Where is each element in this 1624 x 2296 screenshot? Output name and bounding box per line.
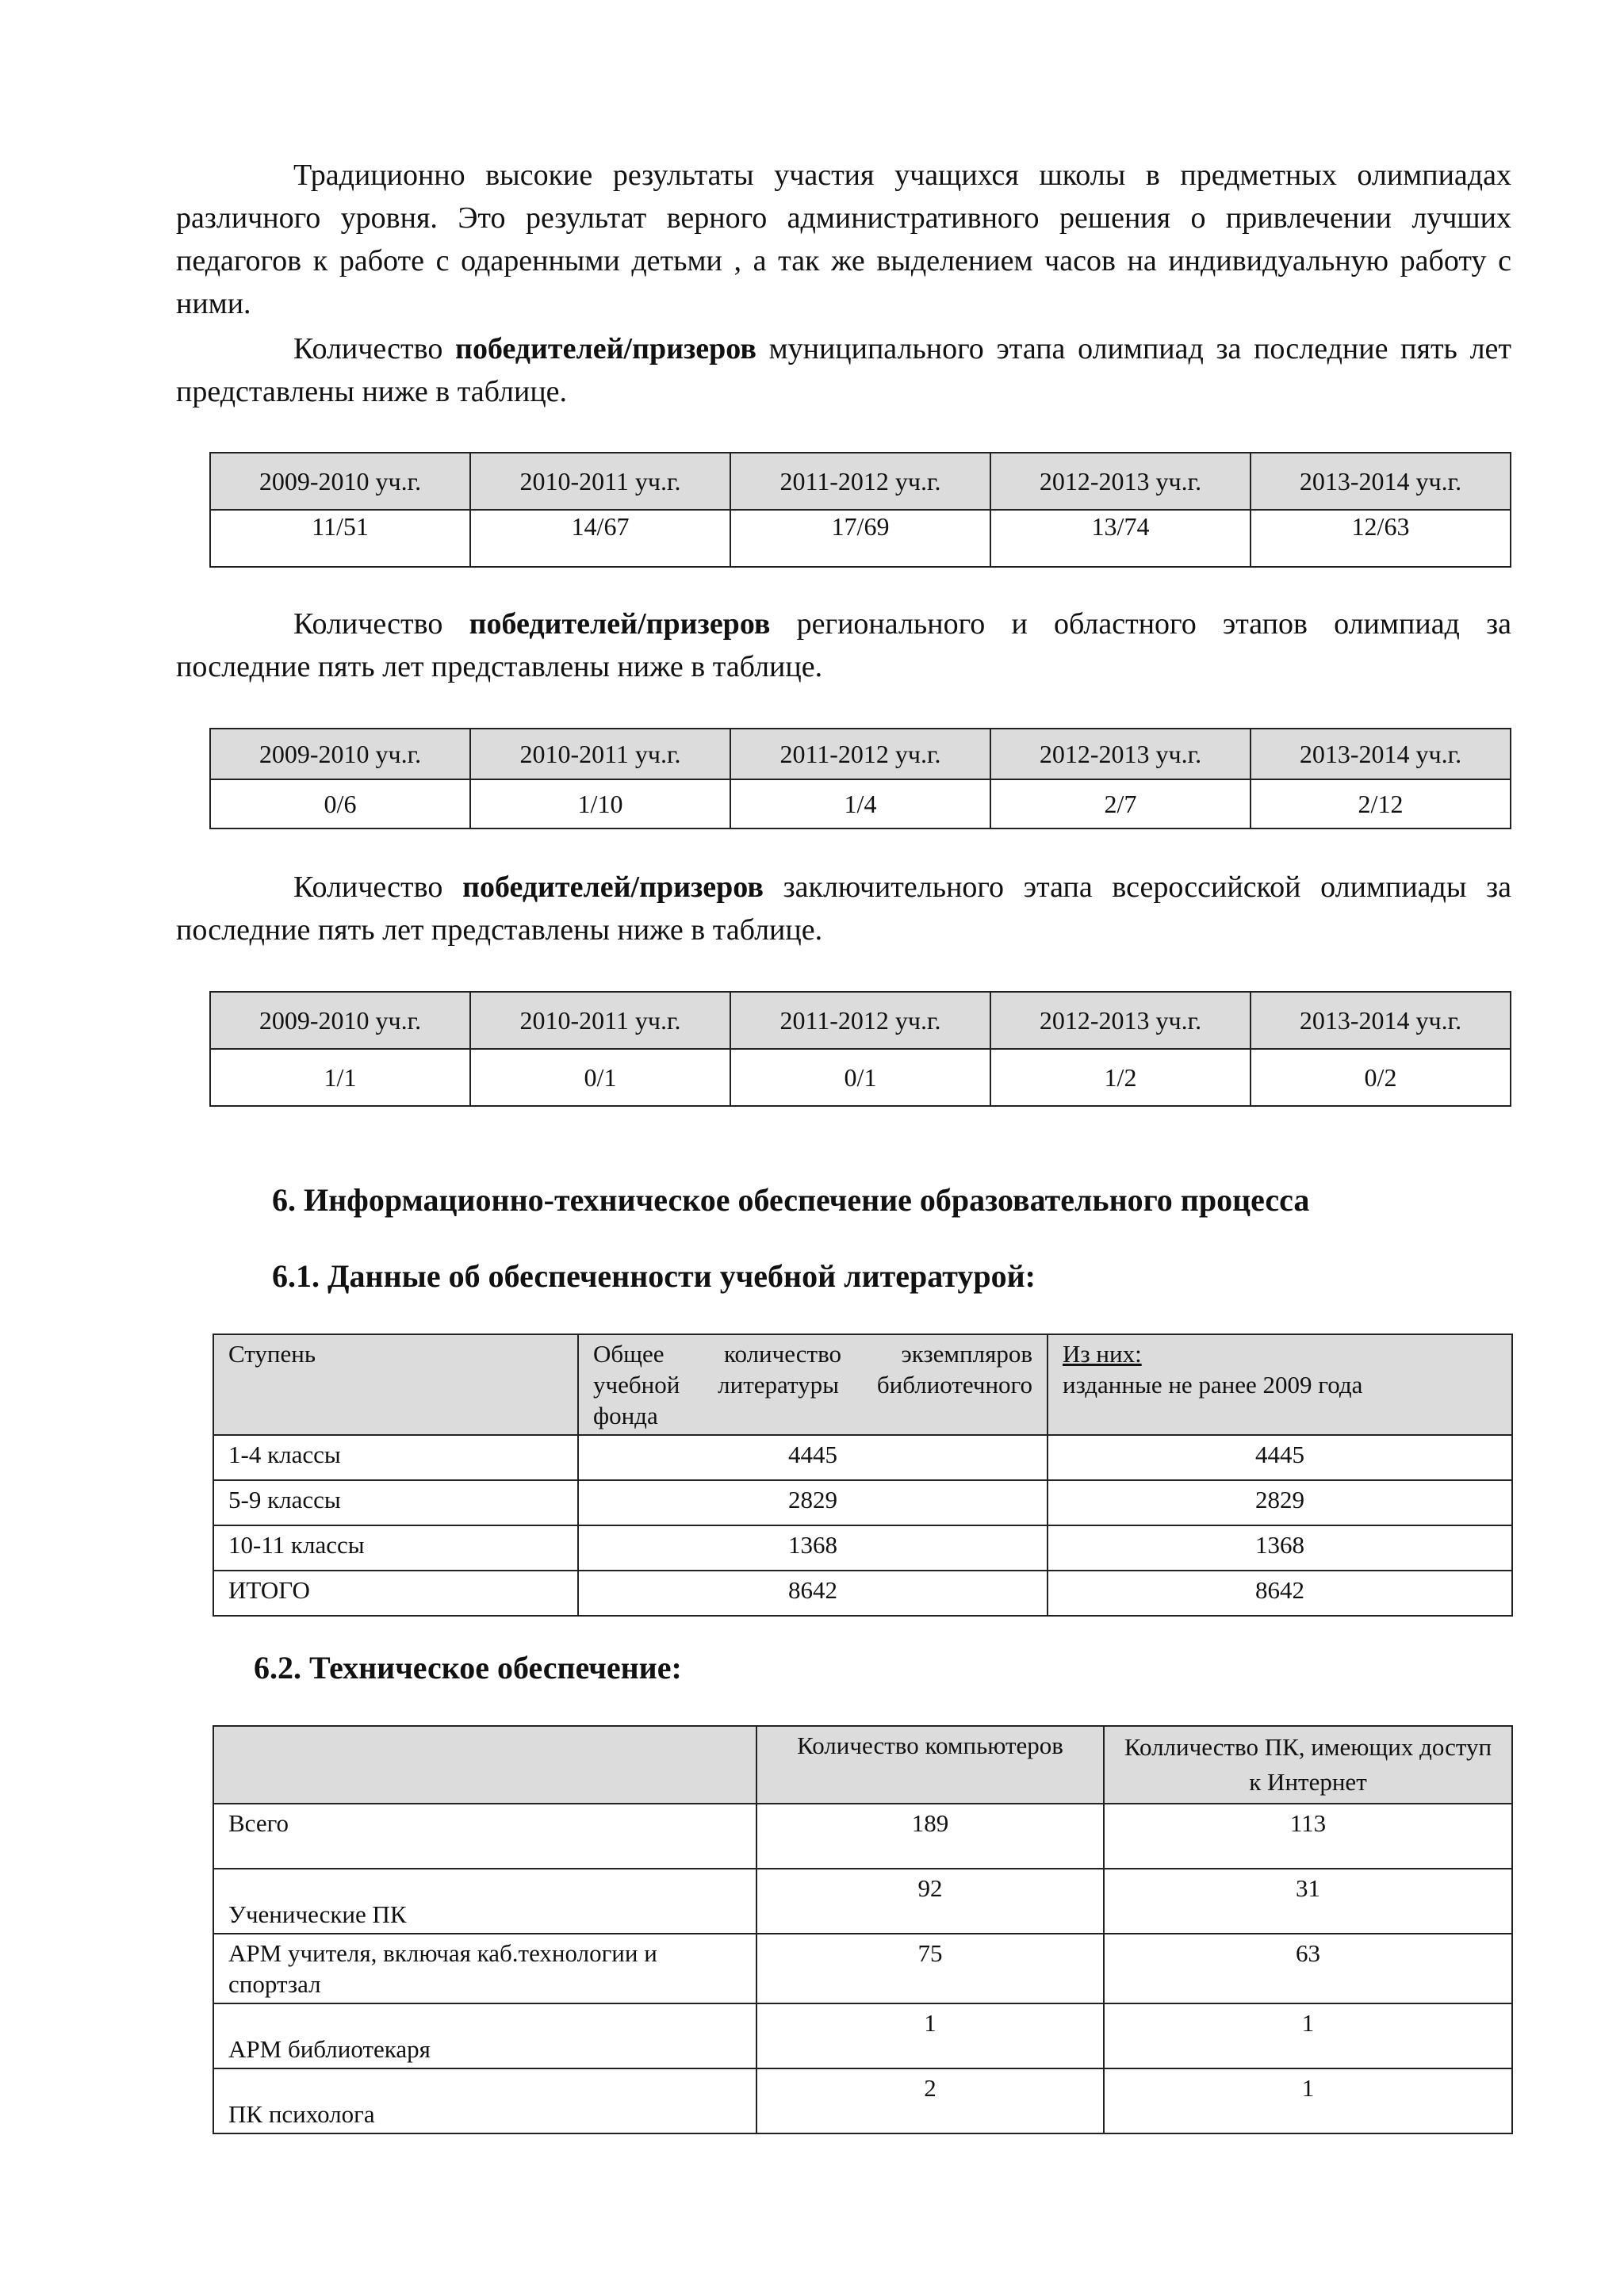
table-row xyxy=(213,2068,1512,2133)
computers-header: Количество компьютеров xyxy=(756,1726,1104,1804)
value-cell: 14/67 xyxy=(470,510,730,567)
value-cell: 2/12 xyxy=(1251,779,1511,828)
table-row xyxy=(213,1869,1512,1934)
level-cell: 10-11 классы xyxy=(213,1525,578,1571)
level-cell: ИТОГО xyxy=(213,1571,578,1616)
table-row xyxy=(213,2003,1512,2068)
section-6-2-title: 6.2. Техническое обеспечение: xyxy=(254,1650,682,1686)
value-cell: 0/1 xyxy=(470,1049,730,1106)
regional-table xyxy=(209,728,1511,829)
section-6-title: 6. Информационно-техническое обеспечение образовательного процесса xyxy=(272,1182,1310,1218)
final-table xyxy=(209,991,1511,1107)
table-row xyxy=(213,1480,1512,1525)
new-cell: 1368 xyxy=(1048,1525,1512,1571)
header-cell: 2009-2010 уч.г. xyxy=(210,992,470,1049)
value-cell: 1/1 xyxy=(210,1049,470,1106)
value-cell: 1/2 xyxy=(990,1049,1251,1106)
computers-cell: 189 xyxy=(756,1804,1104,1869)
header-cell: 2009-2010 уч.г. xyxy=(210,453,470,510)
level-cell: 1-4 классы xyxy=(213,1435,578,1480)
table-header-row xyxy=(210,992,1511,1049)
internet-cell: 63 xyxy=(1104,1934,1512,2003)
new-header: Из них: изданные не ранее 2009 года xyxy=(1048,1334,1512,1435)
internet-cell: 1 xyxy=(1104,2003,1512,2068)
table-row xyxy=(210,510,1511,567)
value-cell: 1/4 xyxy=(730,779,990,828)
regional-paragraph: Количество победителей/призеров регионального и областного этапов олимпиад за последние пять лет представлены ниже в таблице. xyxy=(176,607,1512,683)
internet-header: Колличество ПК, имеющих доступ к Интернет xyxy=(1104,1726,1512,1804)
value-cell: 17/69 xyxy=(730,510,990,567)
value-cell: 0/2 xyxy=(1251,1049,1511,1106)
blank-header xyxy=(213,1726,756,1804)
row-label: Ученические ПК xyxy=(213,1869,756,1934)
tech-table xyxy=(213,1725,1513,2134)
internet-cell: 1 xyxy=(1104,2068,1512,2133)
header-cell: 2013-2014 уч.г. xyxy=(1251,729,1511,779)
row-label: ПК психолога xyxy=(213,2068,756,2133)
header-cell: 2010-2011 уч.г. xyxy=(470,729,730,779)
header-cell: 2013-2014 уч.г. xyxy=(1251,992,1511,1049)
table-row xyxy=(210,779,1511,828)
header-cell: 2009-2010 уч.г. xyxy=(210,729,470,779)
total-cell: 8642 xyxy=(578,1571,1048,1616)
level-cell: 5-9 классы xyxy=(213,1480,578,1525)
table-row xyxy=(213,1435,1512,1480)
table-row xyxy=(213,1525,1512,1571)
row-label: АРМ учителя, включая каб.технологии и спортзал xyxy=(213,1934,756,2003)
table-header-row xyxy=(210,729,1511,779)
value-cell: 12/63 xyxy=(1251,510,1511,567)
internet-cell: 113 xyxy=(1104,1804,1512,1869)
table-row xyxy=(213,1571,1512,1616)
header-cell: 2013-2014 уч.г. xyxy=(1251,453,1511,510)
header-cell: 2011-2012 уч.г. xyxy=(730,453,990,510)
header-cell: 2012-2013 уч.г. xyxy=(990,453,1251,510)
municipal-table xyxy=(209,452,1511,568)
value-cell: 2/7 xyxy=(990,779,1251,828)
header-cell: 2010-2011 уч.г. xyxy=(470,453,730,510)
total-cell: 2829 xyxy=(578,1480,1048,1525)
value-cell: 13/74 xyxy=(990,510,1251,567)
section-6-1-title: 6.1. Данные об обеспеченности учебной литературой: xyxy=(272,1258,1036,1294)
table-header-row xyxy=(213,1334,1512,1435)
header-cell: 2011-2012 уч.г. xyxy=(730,992,990,1049)
computers-cell: 1 xyxy=(756,2003,1104,2068)
value-cell: 0/6 xyxy=(210,779,470,828)
new-cell: 2829 xyxy=(1048,1480,1512,1525)
header-cell: 2011-2012 уч.г. xyxy=(730,729,990,779)
table-row xyxy=(213,1934,1512,2003)
header-cell: 2012-2013 уч.г. xyxy=(990,729,1251,779)
total-cell: 1368 xyxy=(578,1525,1048,1571)
computers-cell: 2 xyxy=(756,2068,1104,2133)
table-row xyxy=(213,1804,1512,1869)
row-label: АРМ библиотекаря xyxy=(213,2003,756,2068)
table-row xyxy=(210,1049,1511,1106)
total-header: Общее количество экземпляров учебной литературы библиотечного фонда xyxy=(578,1334,1048,1435)
new-cell: 4445 xyxy=(1048,1435,1512,1480)
new-cell: 8642 xyxy=(1048,1571,1512,1616)
computers-cell: 92 xyxy=(756,1869,1104,1934)
final-paragraph: Количество победителей/призеров заключительного этапа всероссийской олимпиады за последние пять лет представлены ниже в таблице. xyxy=(176,871,1511,947)
value-cell: 1/10 xyxy=(470,779,730,828)
table-header-row xyxy=(210,453,1511,510)
internet-cell: 31 xyxy=(1104,1869,1512,1934)
intro-paragraph: Традиционно высокие результаты участия учащихся школы в предметных олимпиадах различного уровня. Это результат верного административного решения о привлечении лучших педагогов к работе с одаренными детьми , а так же выделением часов на индивидуальную работу с ними. xyxy=(176,159,1511,320)
value-cell: 0/1 xyxy=(730,1049,990,1106)
computers-cell: 75 xyxy=(756,1934,1104,2003)
row-label: Всего xyxy=(213,1804,756,1869)
header-cell: 2010-2011 уч.г. xyxy=(470,992,730,1049)
header-cell: 2012-2013 уч.г. xyxy=(990,992,1251,1049)
municipal-paragraph: Количество победителей/призеров муниципального этапа олимпиад за последние пять лет представлены ниже в таблице. xyxy=(176,332,1512,408)
value-cell: 11/51 xyxy=(210,510,470,567)
total-cell: 4445 xyxy=(578,1435,1048,1480)
library-table xyxy=(213,1334,1513,1617)
level-header: Ступень xyxy=(213,1334,578,1435)
table-header-row xyxy=(213,1726,1512,1804)
